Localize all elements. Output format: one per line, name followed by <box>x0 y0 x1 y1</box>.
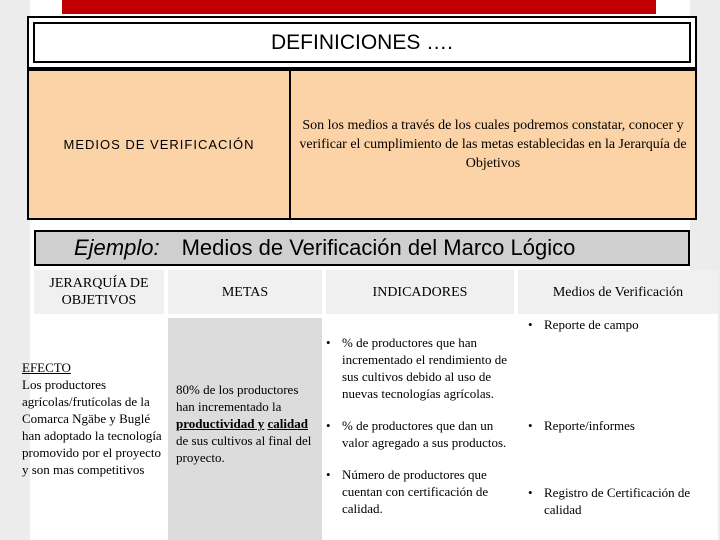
definition-term: MEDIOS DE VERIFICACIÓN <box>29 71 291 218</box>
definition-text: Son los medios a través de los cuales podremos constatar, conocer y verificar el cumplimiento de las metas establecidas en la Jerarquía de Objetivos <box>299 118 687 171</box>
indicator-item: • % de productores que han incrementado el rendimiento de sus cultivos debido al uso de nuevas tecnologías agrícolas. <box>326 334 520 402</box>
objetivo-cell <box>22 359 166 478</box>
header-indicadores: INDICADORES <box>326 270 514 314</box>
objetivo-text: Los productores agrícolas/frutícolas de la Comarca Ngäbe y Buglé han adoptado la tecnología promovido por el proyecto y son mas competitivos <box>22 377 162 477</box>
title-box <box>27 16 697 69</box>
top-accent-bar <box>62 0 656 14</box>
indicator-item: • % de productores que dan un valor agregado a sus productos. <box>326 417 520 451</box>
header-medios: Medios de Verificación <box>518 270 718 314</box>
meta-underlined-2: calidad <box>267 416 308 431</box>
header-metas: METAS <box>168 270 322 314</box>
meta-text-before: 80% de los productores han incrementado la <box>176 382 299 414</box>
example-bar <box>34 230 690 266</box>
indicator-list-3 <box>326 466 506 517</box>
meta-text-after: de sus cultivos al final del proyecto. <box>176 433 312 465</box>
medio-list-1 <box>528 316 706 333</box>
logframe-table <box>22 270 718 540</box>
objetivo-heading: EFECTO <box>22 360 71 375</box>
example-label: Ejemplo: <box>74 235 160 260</box>
indicator-list-2 <box>326 417 520 451</box>
medio-item: • Reporte de campo <box>528 316 706 333</box>
definition-box <box>27 69 697 220</box>
meta-underlined-1: productividad y <box>176 416 265 431</box>
medio-list-3 <box>528 484 706 518</box>
indicator-list-1 <box>326 334 520 402</box>
page-title: DEFINICIONES …. <box>33 22 691 63</box>
meta-cell <box>176 381 318 466</box>
indicator-item: • Número de productores que cuentan con certificación de calidad. <box>326 466 506 517</box>
medio-item: • Reporte/informes <box>528 417 706 434</box>
header-jerarquia: JERARQUÍA DE OBJETIVOS <box>34 270 164 314</box>
example-title: Medios de Verificación del Marco Lógico <box>181 235 576 260</box>
medio-list-2 <box>528 417 706 434</box>
medio-item: • Registro de Certificación de calidad <box>528 484 706 518</box>
